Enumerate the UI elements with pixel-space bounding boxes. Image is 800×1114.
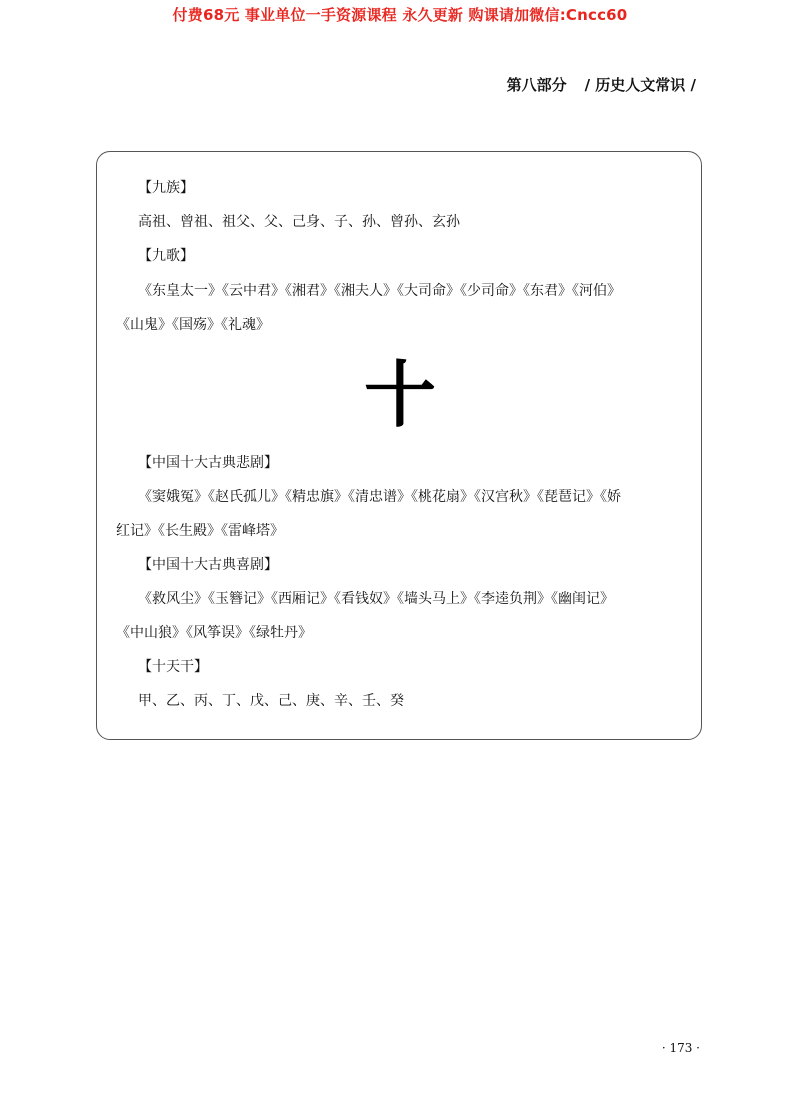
comedy-line-1: 《救风尘》《玉簪记》《西厢记》《看钱奴》《墙头马上》《李逵负荆》《幽闺记》 xyxy=(138,591,614,607)
running-header xyxy=(507,74,702,95)
section-title: / 历史人文常识 / xyxy=(584,76,696,94)
comedy-line-2: 《中山狼》《风筝误》《绿牡丹》 xyxy=(116,625,312,641)
jiuzu-text: 高祖、曾祖、祖父、父、己身、子、孙、曾孙、玄孙 xyxy=(138,214,460,230)
chapter-numeral: 十 xyxy=(363,352,436,437)
jiuge-line-2: 《山鬼》《国殇》《礼魂》 xyxy=(116,317,270,333)
tragedy-line-2: 红记》《长生殿》《雷峰塔》 xyxy=(116,523,284,539)
jiuge-heading: 【九歌】 xyxy=(138,248,194,264)
tiangan-text: 甲、乙、丙、丁、戊、己、庚、辛、壬、癸 xyxy=(138,693,404,709)
part-title: 第八部分 xyxy=(506,76,567,94)
content-box xyxy=(96,151,702,740)
tragedy-line-1: 《窦娥冤》《赵氏孤儿》《精忠旗》《清忠谱》《桃花扇》《汉宫秋》《琵琶记》《娇 xyxy=(138,489,621,505)
watermark-banner: 付费68元 事业单位一手资源课程 永久更新 购课请加微信:Cncc60 xyxy=(172,6,628,24)
jiuge-line-1: 《东皇太一》《云中君》《湘君》《湘夫人》《大司命》《少司命》《东君》《河伯》 xyxy=(138,283,621,299)
page-number: · 173 · xyxy=(661,1041,700,1055)
tragedy-heading: 【中国十大古典悲剧】 xyxy=(138,455,278,471)
tiangan-heading: 【十天干】 xyxy=(138,659,208,675)
comedy-heading: 【中国十大古典喜剧】 xyxy=(138,557,278,573)
jiuzu-heading: 【九族】 xyxy=(138,180,194,196)
